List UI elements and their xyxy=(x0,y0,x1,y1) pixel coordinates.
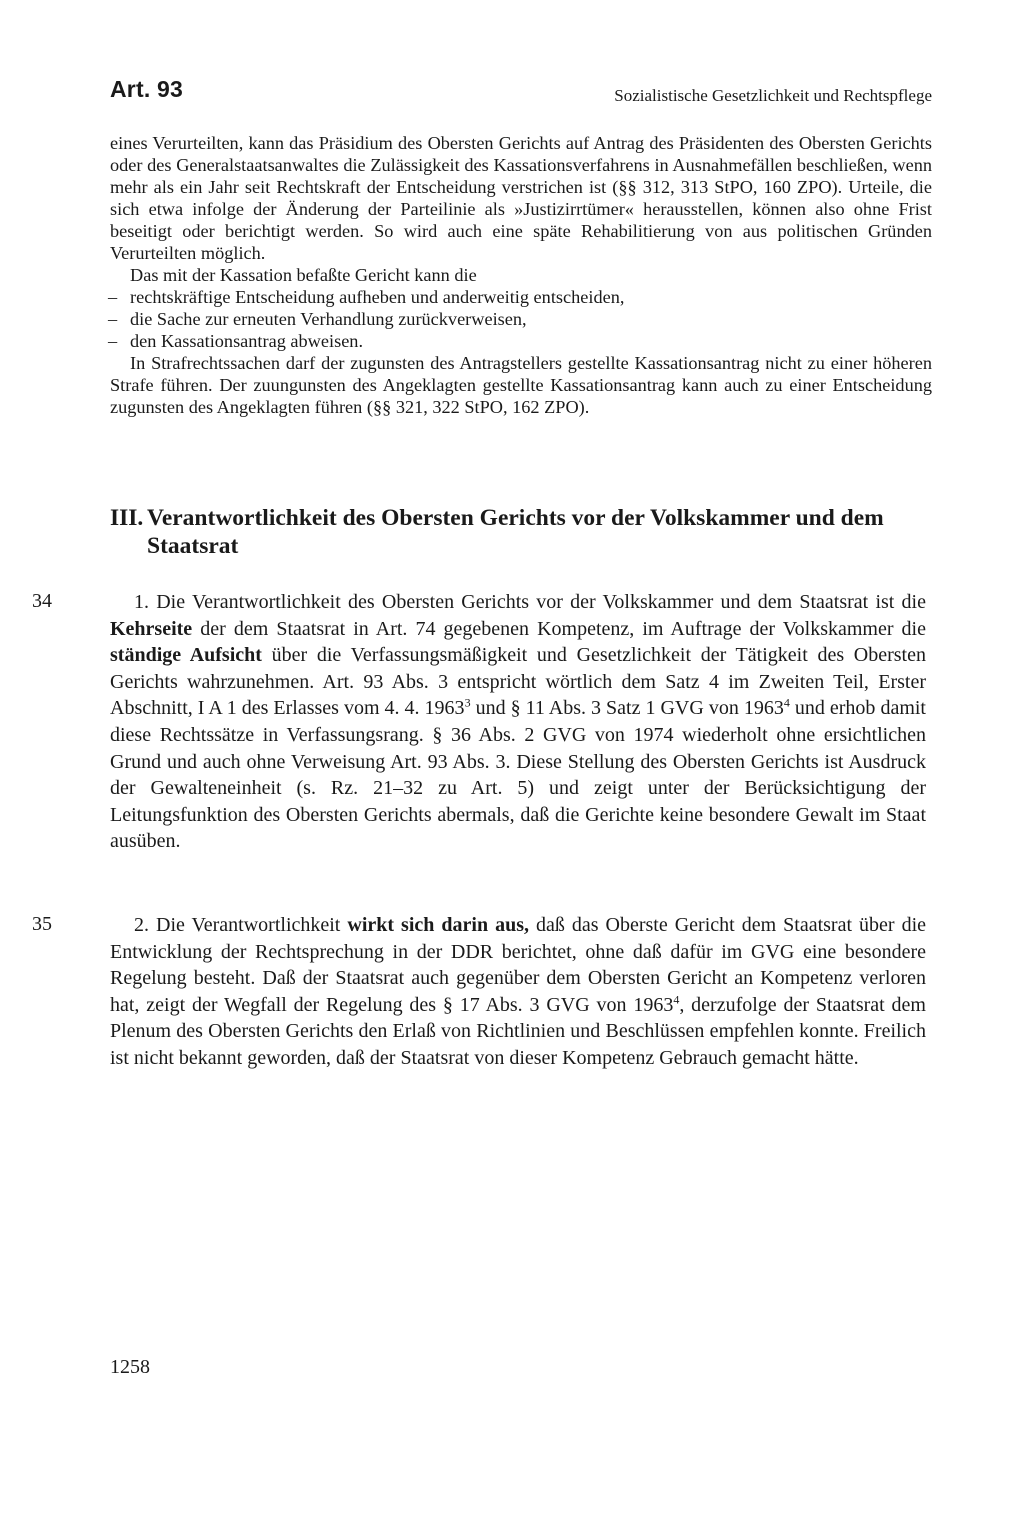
footnote-ref: 3 xyxy=(464,695,471,710)
list-item: – rechtskräftige Entscheidung aufheben und anderweitig entscheiden, xyxy=(110,286,932,308)
intro-paragraph-3: In Strafrechtssachen darf der zugunsten des Antragstellers gestellte Kassationsantrag nicht zu einer höheren Strafe führen. Der zuungunsten des Angeklagten gestellte Kassationsantrag kann auch zu einer Entscheidung zugunsten des Angeklagten führen (§§ 321, 322 StPO, 162 ZPO). xyxy=(110,353,932,417)
paragraph-35 xyxy=(110,912,926,1072)
intro-paragraph-1: eines Verurteilten, kann das Präsidium des Obersten Gerichts auf Antrag des Präsidenten des Obersten Gerichts oder des Generalstaatsanwaltes die Zulässigkeit des Kassationsverfahrens in Ausnahmefällen beschließen, wenn mehr als ein Jahr seit Rechtskraft der Entscheidung verstrichen ist (§§ 312, 313 StPO, 160 ZPO). Urteile, die sich etwa infolge der Änderung der Parteilinie als »Justizirrtümer« herausstellen, können also ohne Frist beseitigt oder berichtigt werden. So wird auch eine späte Rehabilitierung von aus politischen Gründen Verurteilten möglich. xyxy=(110,133,932,263)
emphasis-wirkt-sich-darin-aus: wirkt sich darin aus, xyxy=(347,914,529,936)
page-number: 1258 xyxy=(110,1356,150,1378)
text-run: 1. Die Verantwortlichkeit des Obersten Gerichts vor der Volkskammer und dem Staatsrat ist die xyxy=(134,591,926,613)
paragraph-34 xyxy=(110,589,926,855)
text-run: 2. Die Verantwortlichkeit xyxy=(134,914,348,936)
margin-number-34: 34 xyxy=(32,590,52,612)
emphasis-staendige-aufsicht: ständige Aufsicht xyxy=(110,644,262,667)
list-item: – die Sache zur erneuten Verhandlung zurückverweisen, xyxy=(110,308,932,330)
section-numeral: III. xyxy=(110,505,144,531)
margin-number-35: 35 xyxy=(32,913,52,935)
footnote-ref: 4 xyxy=(783,695,790,710)
intro-text-block xyxy=(110,132,932,418)
section-title: Verantwortlichkeit des Obersten Gerichts vor der Volkskammer und dem Staatsrat xyxy=(147,505,884,559)
text-run: über die Verfassungsmäßigkeit und Gesetzlichkeit der Tätigkeit des Obersten Gerichts wahrzunehmen. Art. 93 Abs. 3 entspricht wörtlich dem Satz 4 im Zweiten Teil, Erster Abschnitt, I A 1 des Erlasses vom 4. 4. 1963 xyxy=(110,644,926,720)
list-item: – den Kassationsantrag abweisen. xyxy=(110,330,932,352)
running-header: Sozialistische Gesetzlichkeit und Rechtspflege xyxy=(614,86,932,105)
paragraph-34-block xyxy=(110,589,926,855)
text-run: , derzufolge der Staatsrat dem Plenum des Obersten Gerichts den Erlaß von Richtlinien und Beschlüssen empfehlen konnte. Freilich ist nicht bekannt geworden, daß der Staatsrat von dieser Kompetenz Gebrauch gemacht hätte. xyxy=(110,993,926,1069)
text-run: und § 11 Abs. 3 Satz 1 GVG von 1963 xyxy=(470,697,784,720)
intro-paragraph-2: Das mit der Kassation befaßte Gericht kann die xyxy=(130,265,477,285)
article-label: Art. 93 xyxy=(110,76,183,102)
section-heading xyxy=(110,504,940,560)
paragraph-35-block xyxy=(110,912,926,1072)
kassation-options-list xyxy=(110,286,932,352)
text-run: und erhob damit diese Rechtssätze in Verfassungsrang. § 36 Abs. 2 GVG von 1974 wiederholt ohne ersichtlichen Grund und auch ohne Verweisung Art. 93 Abs. 3. Diese Stellung des Obersten Gerichts ist Ausdruck der Gewalteneinheit (s. Rz. 21–32 zu Art. 5) und zeigt unter der Berücksichtigung der Leitungsfunktion des Obersten Gerichts abermals, daß die Gerichte keine besondere Gewalt im Staat ausüben. xyxy=(110,697,926,853)
text-run: daß das Oberste Gericht dem Staatsrat über die Entwicklung der Rechtsprechung in der DDR berichtet, ohne daß dafür im GVG eine besondere Regelung besteht. Daß der Staatsrat auch gegenüber dem Obersten Gericht an Kompetenz verloren hat, zeigt der Wegfall der Regelung des § 17 Abs. 3 GVG von 1963 xyxy=(110,914,926,1016)
text-run: der dem Staatsrat in Art. 74 gegebenen Kompetenz, im Auftrage der Volkskammer die xyxy=(192,617,926,640)
footnote-ref: 4 xyxy=(673,992,680,1007)
emphasis-kehrseite: Kehrseite xyxy=(110,617,193,640)
